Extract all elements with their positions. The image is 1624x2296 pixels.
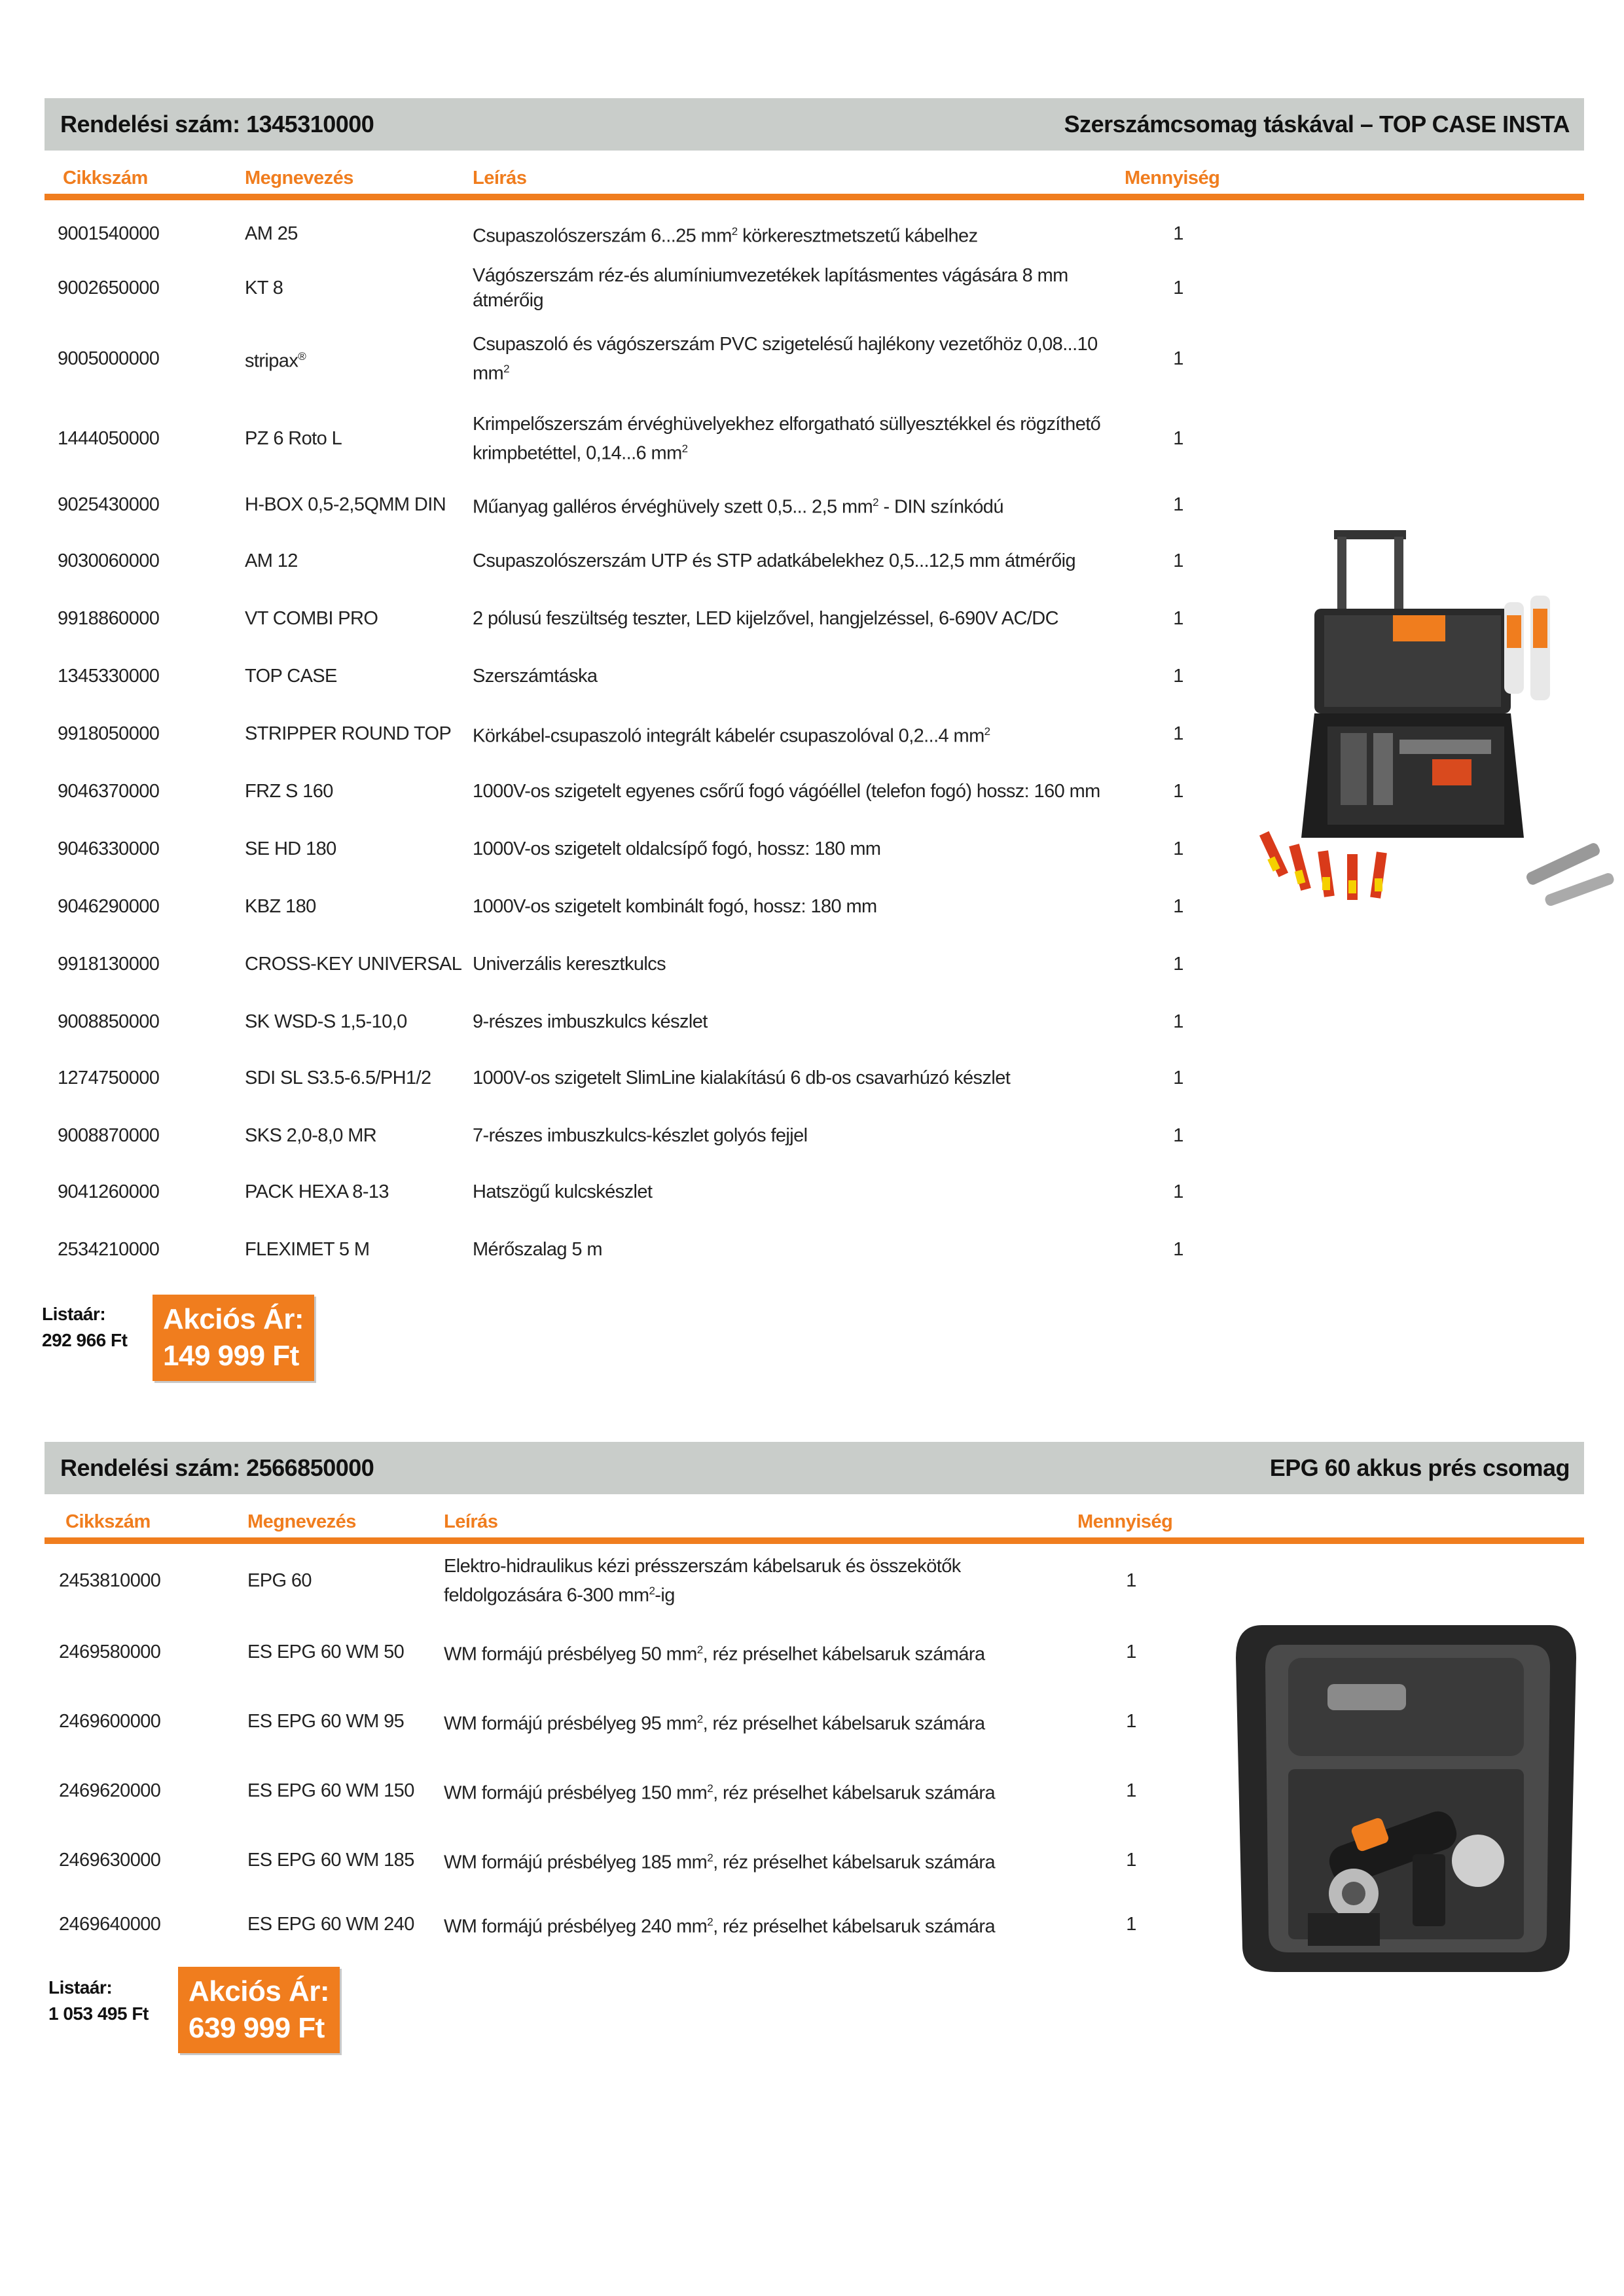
item-description: Elektro-hidraulikus kézi présszerszám kábelsaruk és összekötők feldolgozására 6-300 $mm^2-ig$ <box>444 1555 961 1606</box>
item-description: WM formájú présbélyeg 150 $mm^2$, réz préselhet kábelsaruk számára <box>444 1782 996 1804</box>
sale-price-badge <box>153 1295 314 1381</box>
section-header <box>45 98 1584 151</box>
item-quantity: 1 <box>1173 838 1183 859</box>
item-code: 9918860000 <box>58 608 160 629</box>
item-code: 9041260000 <box>58 1181 160 1202</box>
item-description: 1000V-os szigetelt egyenes csőrű fogó vágóéllel (telefon fogó) hossz: 160 mm <box>473 781 1100 802</box>
item-code: 2469630000 <box>59 1850 161 1871</box>
item-code: 2469600000 <box>59 1711 161 1732</box>
item-name: ES EPG 60 WM 150 <box>247 1780 414 1801</box>
item-quantity: 1 <box>1173 608 1183 629</box>
table-row <box>45 771 1197 812</box>
item-quantity: 1 <box>1173 428 1183 449</box>
list-price: 1 053 495 Ft <box>48 2003 149 2024</box>
item-name: STRIPPER ROUND TOP <box>245 723 452 744</box>
sale-price: 149 999 Ft <box>163 1340 299 1372</box>
table-row <box>45 325 1197 393</box>
item-code: 1444050000 <box>58 428 160 449</box>
item-quantity: 1 <box>1173 223 1183 244</box>
item-description: Mérőszalag 5 m <box>473 1239 602 1260</box>
table-row <box>45 598 1197 639</box>
item-name: PACK HEXA 8-13 <box>245 1181 389 1202</box>
item-name: VT COMBI PRO <box>245 608 378 629</box>
item-description: Csupaszoló és vágószerszám PVC szigetelésű hajlékony vezetőhöz 0,08...10 $mm^2$ <box>473 333 1098 384</box>
item-code: 9046290000 <box>58 896 160 917</box>
sale-price-badge <box>178 1967 340 2053</box>
item-description: Vágószerszám réz-és alumíniumvezetékek lapításmentes vágására 8 mm átmérőig <box>473 265 1068 311</box>
item-code: 2453810000 <box>59 1570 161 1591</box>
table-row <box>45 1001 1197 1042</box>
item-code: 9005000000 <box>58 348 160 369</box>
table-row <box>45 541 1197 581</box>
item-code: 1345330000 <box>58 666 160 687</box>
sale-label: Akciós Ár: <box>163 1303 304 1335</box>
item-description: Csupaszolószerszám UTP és STP adatkábelekhez 0,5...12,5 mm átmérőig <box>473 550 1076 571</box>
column-headers <box>45 158 1584 198</box>
sale-price: 639 999 Ft <box>189 2012 325 2044</box>
item-quantity: 1 <box>1173 666 1183 687</box>
list-price-block <box>48 1975 149 2027</box>
item-name: AM 12 <box>245 550 298 571</box>
table-row <box>45 484 1197 525</box>
item-code: 2534210000 <box>58 1239 160 1260</box>
item-name: EPG 60 <box>247 1570 312 1591</box>
list-price-label: Listaár: <box>42 1304 106 1324</box>
table-row <box>45 886 1197 927</box>
table-row <box>45 1172 1197 1212</box>
item-description: 1000V-os szigetelt SlimLine kialakítású 6 db-os csavarhúzó készlet <box>473 1067 1011 1088</box>
table-row <box>45 1904 1197 1945</box>
item-name: KBZ 180 <box>245 896 316 917</box>
list-price-label: Listaár: <box>48 1977 113 1998</box>
item-name: SKS 2,0-8,0 MR <box>245 1125 377 1146</box>
item-description: WM formájú présbélyeg 50 $mm^2$, réz préselhet kábelsaruk számára <box>444 1643 985 1665</box>
item-quantity: 1 <box>1126 1641 1136 1662</box>
item-name: FLEXIMET 5 M <box>245 1239 370 1260</box>
item-code: 9001540000 <box>58 223 160 244</box>
item-name: PZ 6 Roto L <box>245 428 342 449</box>
item-name: KT 8 <box>245 278 283 298</box>
table-row <box>45 1058 1197 1098</box>
item-description: Körkábel-csupaszoló integrált kábelér csupaszolóval 0,2...4 $mm^2$ <box>473 725 990 747</box>
item-quantity: 1 <box>1173 1011 1183 1032</box>
item-description: 1000V-os szigetelt oldalcsípő fogó, hossz: 180 mm <box>473 838 881 859</box>
item-code: 2469580000 <box>59 1641 161 1662</box>
col-code: Cikkszám <box>63 168 148 188</box>
item-description: Krimpelőszerszám érvéghüvelyekhez elforgatható süllyesztékkel és rögzíthető krimpbetéttel, 0,14...6 $mm^2$ <box>473 413 1101 464</box>
item-code: 9918050000 <box>58 723 160 744</box>
item-quantity: 1 <box>1173 1181 1183 1202</box>
item-description: WM formájú présbélyeg 240 $mm^2$, réz préselhet kábelsaruk számára <box>444 1915 996 1937</box>
item-name: SDI SL S3.5-6.5/PH1/2 <box>245 1067 431 1088</box>
item-name: SK WSD-S 1,5-10,0 <box>245 1011 407 1032</box>
toolcase-image <box>1242 517 1624 949</box>
section-header <box>45 1442 1584 1494</box>
item-name: SE HD 180 <box>245 838 336 859</box>
order-number: Rendelési szám: 1345310000 <box>60 111 374 137</box>
item-name: FRZ S 160 <box>245 781 333 802</box>
item-description: Hatszögű kulcskészlet <box>473 1181 653 1202</box>
item-quantity: 1 <box>1173 896 1183 917</box>
item-code: 2469640000 <box>59 1914 161 1935</box>
item-quantity: 1 <box>1173 723 1183 744</box>
item-quantity: 1 <box>1126 1780 1136 1801</box>
col-code: Cikkszám <box>65 1511 151 1532</box>
item-code: 9008850000 <box>58 1011 160 1032</box>
table-row <box>45 399 1197 478</box>
item-code: 1274750000 <box>58 1067 160 1088</box>
item-description: 2 pólusú feszültség teszter, LED kijelzővel, hangjelzéssel, 6-690V AC/DC <box>473 608 1058 629</box>
item-code: 9918130000 <box>58 954 160 975</box>
col-desc: Leírás <box>473 168 527 188</box>
item-quantity: 1 <box>1173 348 1183 369</box>
item-code: 9046330000 <box>58 838 160 859</box>
item-quantity: 1 <box>1173 1125 1183 1146</box>
item-code: 9025430000 <box>58 494 160 515</box>
list-price-block <box>42 1301 127 1354</box>
col-qty: Mennyiség <box>1125 168 1220 188</box>
item-quantity: 1 <box>1126 1850 1136 1871</box>
epg-case-image <box>1223 1605 1589 1979</box>
item-code: 9002650000 <box>58 278 160 298</box>
item-name: ES EPG 60 WM 95 <box>247 1711 405 1732</box>
item-code: 9046370000 <box>58 781 160 802</box>
item-name: H-BOX 0,5-2,5QMM DIN <box>245 494 446 515</box>
col-qty: Mennyiség <box>1077 1511 1173 1532</box>
item-code: 9030060000 <box>58 550 160 571</box>
item-name: stripax® <box>245 350 306 372</box>
col-desc: Leírás <box>444 1511 498 1532</box>
table-row <box>45 1115 1197 1156</box>
item-name: TOP CASE <box>245 666 337 687</box>
col-name: Megnevezés <box>245 168 353 188</box>
item-name: AM 25 <box>245 223 298 244</box>
table-row <box>45 213 1197 254</box>
table-row <box>45 255 1197 321</box>
item-quantity: 1 <box>1173 954 1183 975</box>
item-quantity: 1 <box>1126 1711 1136 1732</box>
item-quantity: 1 <box>1173 781 1183 802</box>
item-description: WM formájú présbélyeg 185 $mm^2$, réz préselhet kábelsaruk számára <box>444 1851 996 1873</box>
package-title: Szerszámcsomag táskával – TOP CASE INSTA <box>1064 111 1570 137</box>
item-name: CROSS-KEY UNIVERSAL <box>245 954 462 975</box>
item-quantity: 1 <box>1173 1239 1183 1260</box>
item-name: ES EPG 60 WM 50 <box>247 1641 405 1662</box>
header-rule <box>45 1537 1584 1544</box>
item-quantity: 1 <box>1173 494 1183 515</box>
sale-label: Akciós Ár: <box>189 1975 330 2007</box>
item-description: Műanyag galléros érvéghüvely szett 0,5... 2,5 $mm^2$ - DIN színkódú <box>473 495 1003 518</box>
item-description: 9-részes imbuszkulcs készlet <box>473 1011 708 1032</box>
item-name: ES EPG 60 WM 240 <box>247 1914 414 1935</box>
col-name: Megnevezés <box>247 1511 356 1532</box>
item-description: Univerzális keresztkulcs <box>473 954 666 975</box>
column-headers <box>45 1502 1584 1541</box>
item-description: Szerszámtáska <box>473 666 598 687</box>
item-quantity: 1 <box>1126 1570 1136 1591</box>
list-price: 292 966 Ft <box>42 1330 128 1350</box>
item-description: 1000V-os szigetelt kombinált fogó, hossz: 180 mm <box>473 896 877 917</box>
table-row <box>45 1229 1197 1270</box>
item-description: 7-részes imbuszkulcs-készlet golyós fejjel <box>473 1125 808 1146</box>
item-quantity: 1 <box>1173 550 1183 571</box>
item-quantity: 1 <box>1173 278 1183 298</box>
table-row <box>45 1701 1197 1742</box>
header-rule <box>45 194 1584 200</box>
item-code: 2469620000 <box>59 1780 161 1801</box>
item-quantity: 1 <box>1126 1914 1136 1935</box>
item-description: Csupaszolószerszám 6...25 $mm^2$ körkeresztmetszetű kábelhez <box>473 224 978 247</box>
item-quantity: 1 <box>1173 1067 1183 1088</box>
table-row <box>45 1840 1197 1880</box>
table-row <box>45 1547 1197 1615</box>
table-row <box>45 713 1197 754</box>
item-name: ES EPG 60 WM 185 <box>247 1850 414 1871</box>
table-row <box>45 656 1197 696</box>
package-title: EPG 60 akkus prés csomag <box>1269 1454 1570 1481</box>
item-code: 9008870000 <box>58 1125 160 1146</box>
item-description: WM formájú présbélyeg 95 $mm^2$, réz préselhet kábelsaruk számára <box>444 1712 985 1734</box>
table-row <box>45 1632 1197 1672</box>
table-row <box>45 944 1197 984</box>
table-row <box>45 1770 1197 1811</box>
order-number: Rendelési szám: 2566850000 <box>60 1454 374 1481</box>
table-row <box>45 829 1197 869</box>
